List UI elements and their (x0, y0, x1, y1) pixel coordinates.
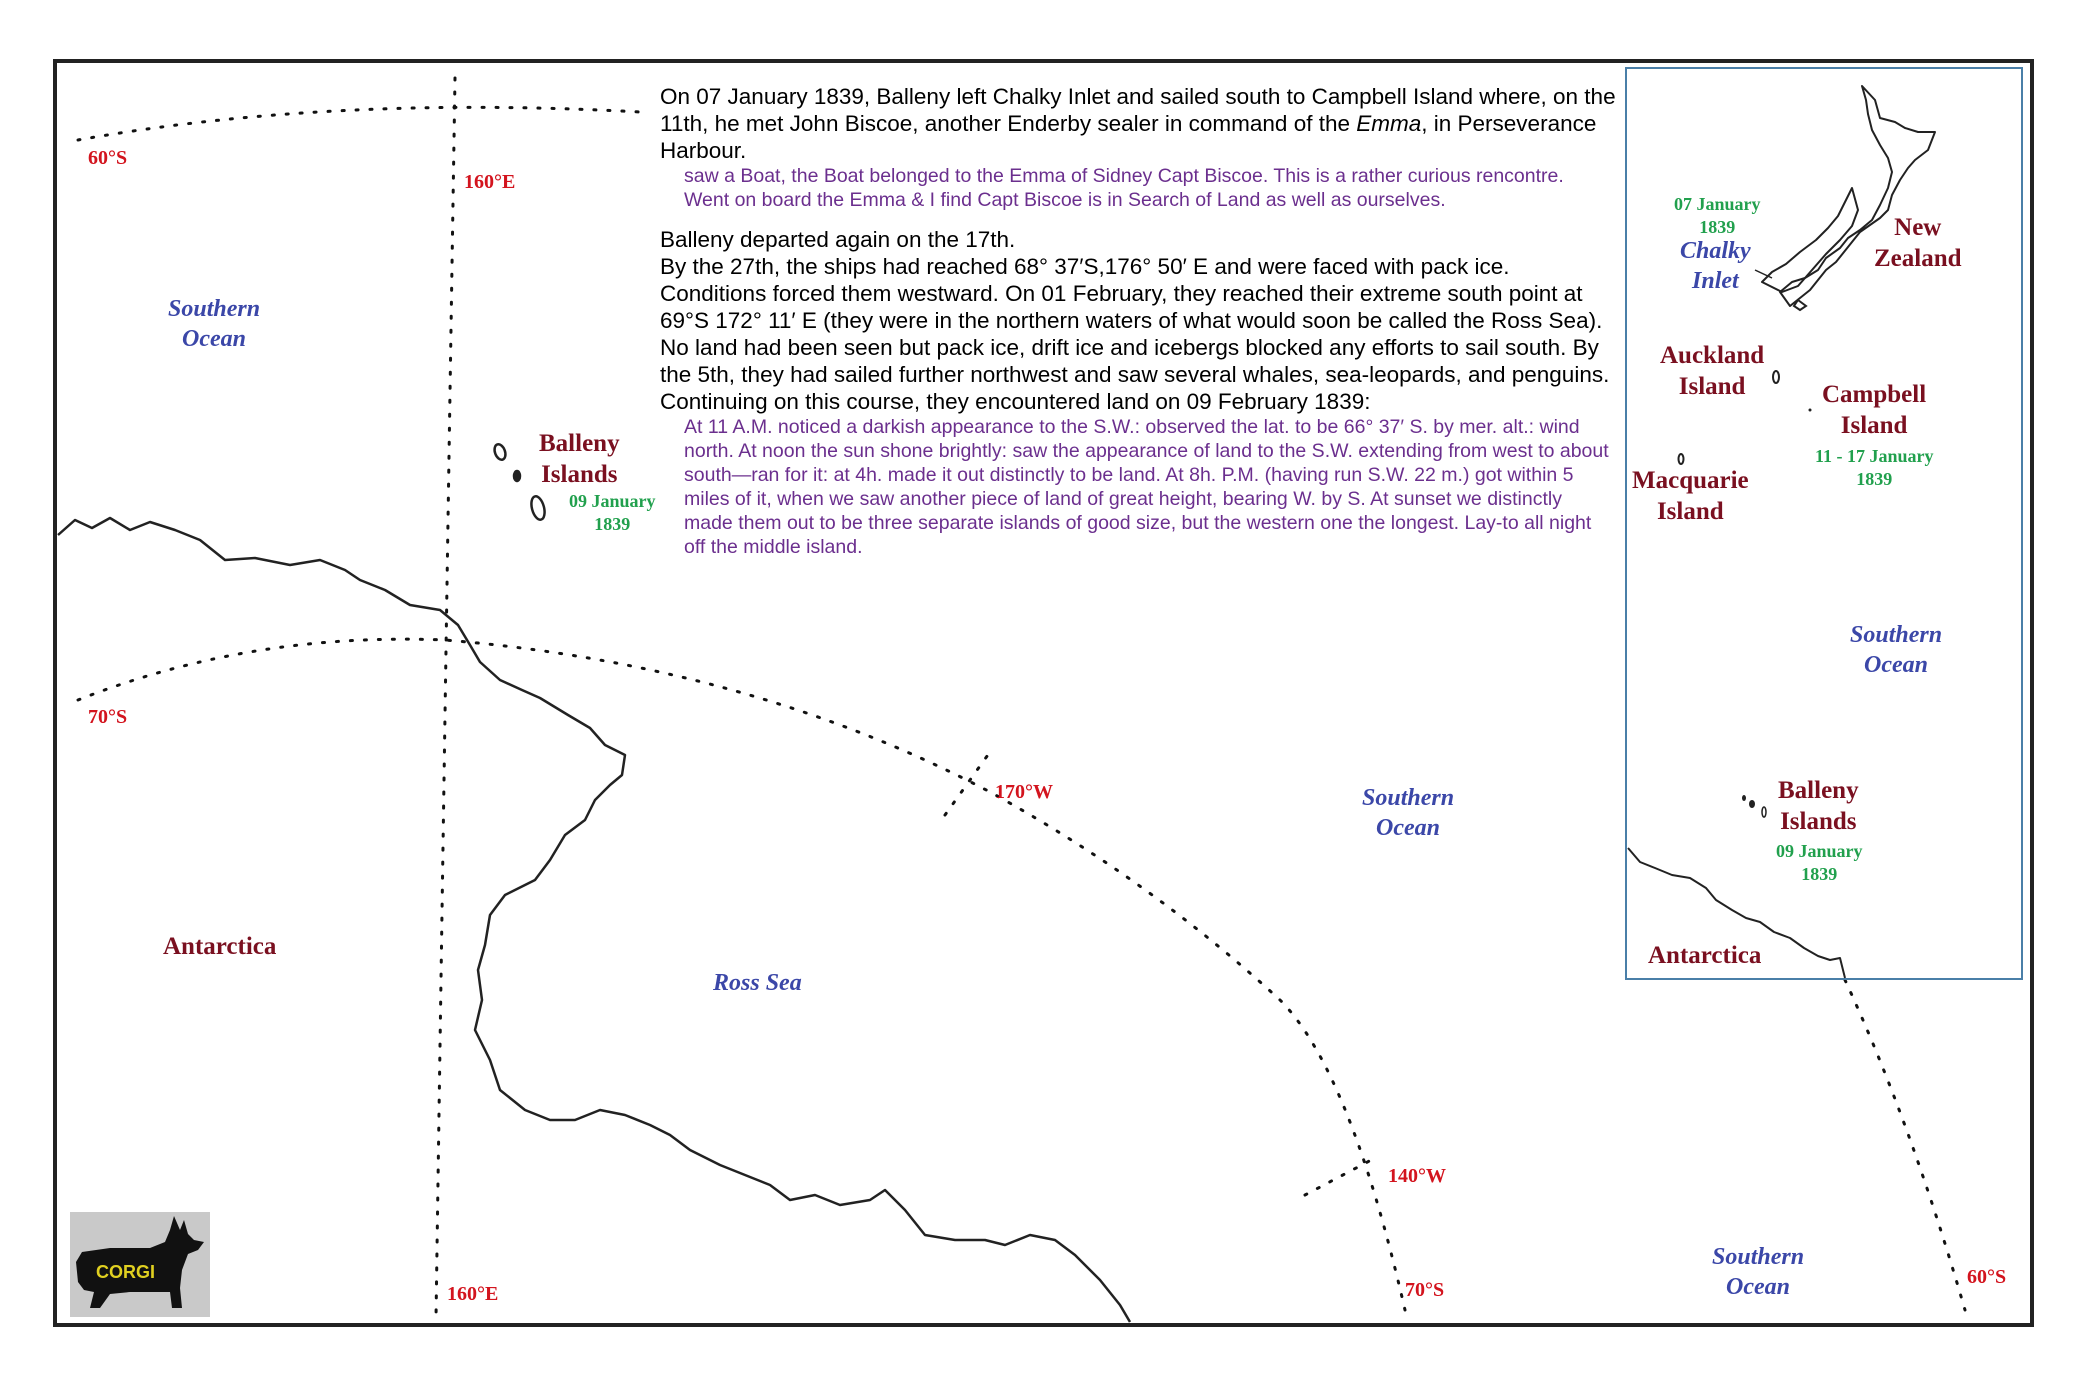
southern-ocean-se-label: Southern Ocean (1712, 1244, 1805, 1300)
corgi-logo (70, 1212, 210, 1317)
ship-name: Emma (1356, 111, 1422, 136)
lon-170w-tick (945, 752, 990, 815)
svg-text:CORGI: CORGI (96, 1262, 156, 1282)
lon-160e-label-bottom: 160°E (447, 1283, 499, 1305)
lon-140w-tick (1305, 1158, 1375, 1195)
macquarie-island-label: Macquarie Island (1632, 467, 1749, 526)
narrative-para-3: By the 27th, the ships had reached 68° 37′S,176° 50′ E and were faced with pack ice. Conditions forced them westward. On 01 February, they reached their extreme south point at 69°S 172° 11′ E (they were in the northern waters of what would soon be called the Ross Sea). No land had been seen but pack ice, drift ice and icebergs blocked any efforts to sail south. By the 5th, they had sailed further northwest and saw several whales, sea-leopards, and penguins. Continuing on this course, they encountered land on 09 February 1839: (660, 254, 1610, 414)
inset-southern-ocean-label: Southern Ocean (1850, 622, 1943, 678)
inset-balleny-date-label: 09 January 1839 (1776, 841, 1863, 884)
chalky-inlet-label: Chalky Inlet (1680, 238, 1751, 294)
ross-sea-label: Ross Sea (713, 970, 802, 996)
new-zealand-label: New Zealand (1874, 214, 1962, 273)
campbell-island-label: Campbell Island (1822, 381, 1927, 440)
balleny-log-quote: At 11 A.M. noticed a darkish appearance to the S.W.: observed the lat. to be 66° 37′ S. by mer. alt.: wind north. At noon the sun shone brightly: saw the appearance of land to the S.W. extending from west to about south—ran for it: at 4h. made it out distinctly to be land. At 8h. P.M. (having run S.W. 22 m.) got within 5 miles of it, when we saw another piece of land of great height, bearing W. by S. At sunset we distinctly made them out to be three separate islands of good size, but the western one the longest. Lay-to all night off the middle island. (684, 416, 1609, 558)
lon-170w-label: 170°W (995, 781, 1053, 803)
campbell-island-shape (1809, 409, 1812, 412)
balleny-date-label: 09 January 1839 (569, 491, 656, 534)
lon-160e-line (436, 78, 455, 1318)
southern-ocean-nw-label: Southern Ocean (168, 296, 261, 352)
biscoe-quote: saw a Boat, the Boat belonged to the Emma of Sidney Capt Biscoe. This is a rather curious rencontre. Went on board the Emma & I find Capt Biscoe is in Search of Land as well as ourselves. (684, 165, 1564, 211)
narrative-para-2: Balleny departed again on the 17th. (660, 227, 1016, 252)
corgi-silhouette-icon (70, 1212, 210, 1317)
lat-70s-label-left: 70°S (88, 706, 128, 728)
auckland-island-label: Auckland Island (1660, 342, 1765, 401)
lat-60s-right-arc (1845, 980, 1965, 1310)
lat-70s-label-bottom: 70°S (1405, 1279, 1445, 1301)
inset-balleny-label: Balleny Islands (1778, 777, 1859, 836)
antarctica-label: Antarctica (163, 933, 277, 960)
lon-160e-label-top: 160°E (464, 171, 516, 193)
narrative-text (660, 83, 1620, 559)
lat-60s-arc (78, 107, 640, 140)
campbell-date-label: 11 - 17 January 1839 (1815, 446, 1934, 489)
nz-date-label: 07 January 1839 (1674, 194, 1761, 237)
antarctica-coastline (58, 518, 1130, 1322)
balleny-islands-label: Balleny Islands (539, 430, 620, 489)
inset-antarctica-label: Antarctica (1648, 942, 1762, 969)
lon-140w-label: 140°W (1388, 1165, 1446, 1187)
lat-60s-label-right: 60°S (1967, 1266, 2007, 1288)
lat-60s-label-left: 60°S (88, 147, 128, 169)
narrative-para-1: On 07 January 1839, Balleny left Chalky Inlet and sailed south to Campbell Island where, on the 11th, he met John Biscoe, another Enderby sealer in command of the Emma, in Perseverance Harbour. (660, 84, 1616, 163)
southern-ocean-center-label: Southern Ocean (1362, 785, 1455, 841)
